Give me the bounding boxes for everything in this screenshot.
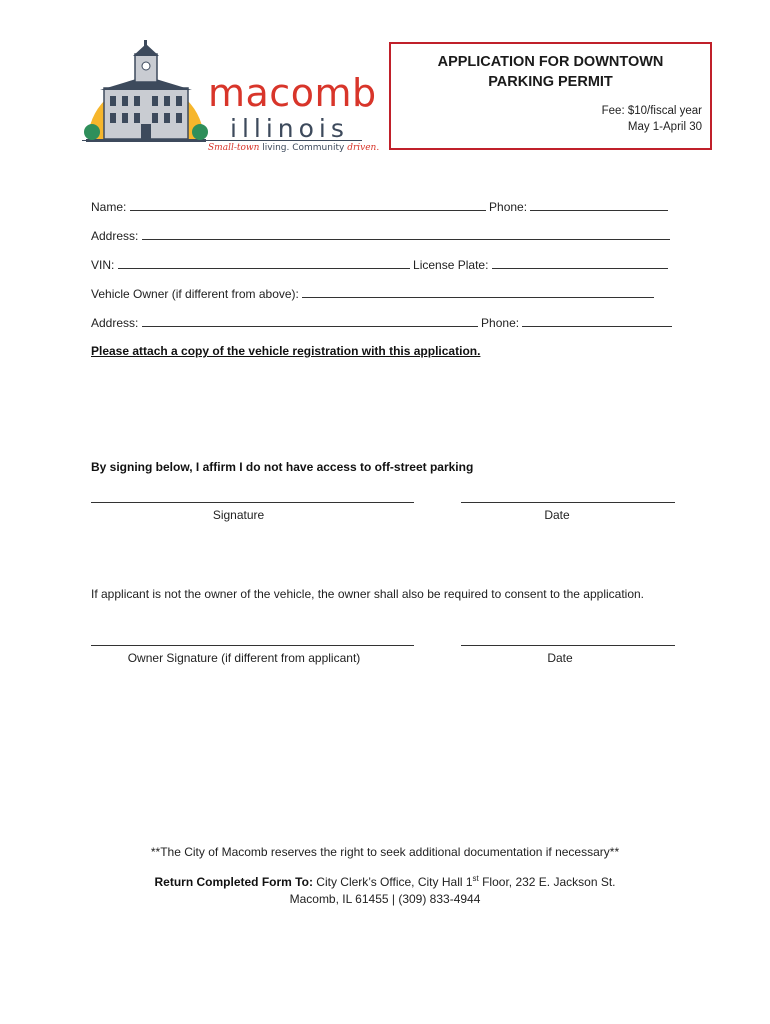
return-text-a: City Clerk’s Office, City Hall 1	[312, 875, 473, 889]
tagline-text-1: living. Community	[259, 143, 348, 153]
return-label: Return Completed Form To:	[154, 875, 313, 889]
form-title-line-2: PARKING PERMIT	[488, 74, 613, 90]
address-label: Address:	[91, 229, 139, 243]
macomb-logo	[80, 40, 380, 160]
owner-consent-text: If applicant is not the owner of the vehicle, the owner shall also be required to consent to the application.	[91, 587, 645, 601]
registration-note: Please attach a copy of the vehicle registration with this application.	[91, 344, 481, 358]
date-line[interactable]	[461, 502, 675, 503]
logo-wordmark-macomb: macomb	[208, 71, 377, 115]
tagline-accent-2: driven.	[347, 143, 380, 153]
phone-field[interactable]	[530, 199, 668, 211]
title-box	[389, 42, 712, 150]
owner-address-phone-row	[91, 315, 672, 330]
license-plate-label: License Plate:	[413, 258, 489, 272]
name-label: Name:	[91, 200, 127, 214]
phone-label: Phone:	[489, 200, 528, 214]
fee-period: May 1-April 30	[627, 121, 702, 133]
fee-text: Fee: $10/fiscal year	[601, 105, 702, 117]
license-plate-field[interactable]	[492, 257, 668, 269]
reserve-right-note: **The City of Macomb reserves the right to seek additional documentation if necessary**	[150, 845, 620, 859]
owner-phone-label: Phone:	[481, 316, 520, 330]
address-row	[91, 228, 670, 243]
vin-field[interactable]	[118, 257, 410, 269]
vehicle-owner-row	[91, 286, 654, 301]
city-address: Macomb, IL 61455 | (309) 833-4944	[289, 892, 481, 906]
affirm-statement: By signing below, I affirm I do not have access to off-street parking	[91, 460, 474, 474]
date-label: Date	[544, 508, 570, 522]
name-field[interactable]	[130, 199, 486, 211]
tagline-accent-1: Small-town	[208, 143, 260, 153]
owner-phone-field[interactable]	[522, 315, 672, 327]
owner-date-line[interactable]	[461, 645, 675, 646]
return-sup: st	[472, 874, 479, 883]
return-text-b: Floor, 232 E. Jackson St.	[478, 875, 616, 889]
owner-signature-line[interactable]	[91, 645, 414, 646]
owner-signature-label: Owner Signature (if different from applicant)	[127, 651, 361, 665]
logo-tagline	[208, 143, 379, 153]
vehicle-owner-field[interactable]	[302, 286, 654, 298]
form-title-line-1: APPLICATION FOR DOWNTOWN	[437, 54, 664, 70]
logo-wordmark-illinois: illinois	[230, 114, 349, 143]
address-field[interactable]	[142, 228, 670, 240]
signature-line[interactable]	[91, 502, 414, 503]
owner-address-label: Address:	[91, 316, 139, 330]
vin-label: VIN:	[91, 258, 115, 272]
vin-plate-row	[91, 257, 668, 272]
signature-label: Signature	[212, 508, 265, 522]
logo-divider	[82, 140, 362, 141]
return-instructions	[0, 874, 770, 889]
courthouse-icon	[80, 40, 210, 144]
owner-date-label: Date	[547, 651, 573, 665]
name-phone-row	[91, 199, 668, 214]
vehicle-owner-label: Vehicle Owner (if different from above):	[91, 287, 299, 301]
owner-address-field[interactable]	[142, 315, 478, 327]
